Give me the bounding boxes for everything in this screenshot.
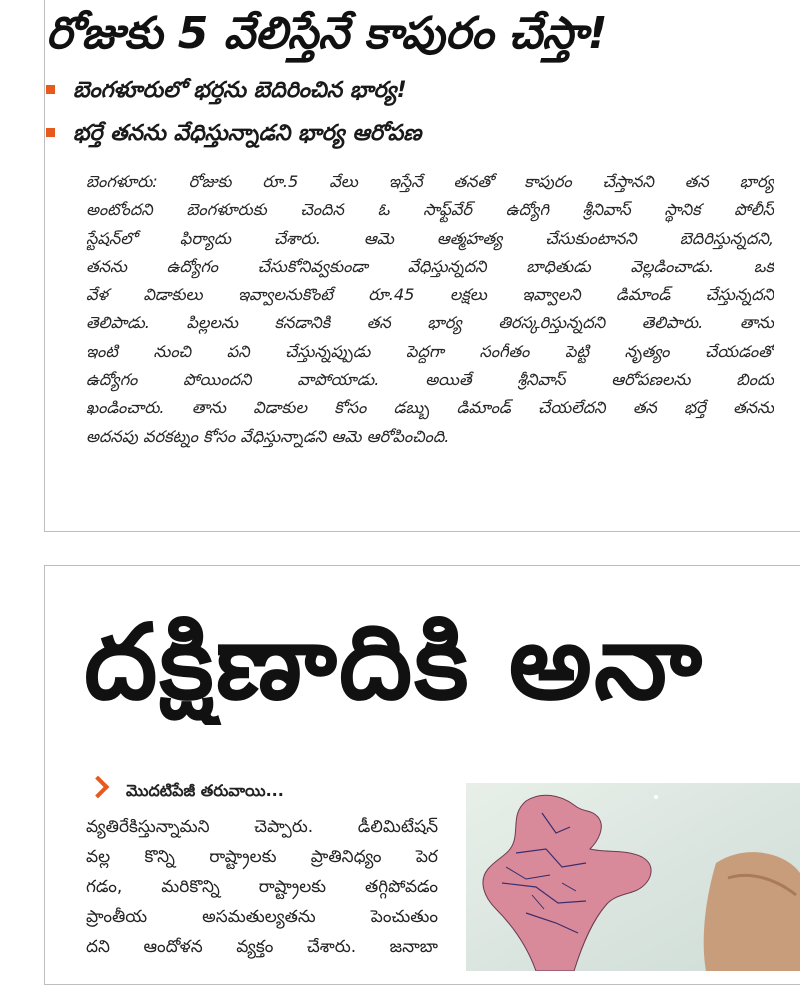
subhead-1-text: బెంగళూరులో భర్తను బెదిరించిన భార్య! [73, 78, 407, 103]
body-line: బెంగళూరు: రోజుకు రూ.5 వేలు ఇస్తేనే తనతో కాపురం చేస్తానని తన భార్య [86, 172, 774, 191]
india-map-illustration [466, 783, 800, 971]
body-line: వ్యతిరేకిస్తున్నామని చెప్పారు. డీలిమిటేషన్ [86, 817, 438, 837]
headline-story-1: రోజుకు 5 వేలిస్తేనే కాపురం చేస్తా! [46, 8, 608, 59]
continued-from-front-page [90, 780, 284, 804]
continued-label: మొదటిపేజీ తరువాయి... [126, 781, 284, 800]
subhead-1 [46, 78, 407, 108]
bullet-icon [46, 85, 55, 94]
headline-story-2: దక్షిణాదికి అనా [84, 601, 705, 723]
bullet-icon [46, 128, 55, 137]
body-line: స్టేషన్‌లో ఫిర్యాదు చేశారు. ఆమె ఆత్మహత్య చేసుకుంటానని బెదిరిస్తున్నదని, [86, 228, 774, 248]
body-line: తెలిపాడు. పిల్లలను కనడానికి తన భార్య తిరస్కరిస్తున్నదని తెలిపారు. తాను [86, 313, 774, 333]
india-map-photo [466, 783, 800, 971]
story-1-body [86, 168, 774, 451]
subhead-2 [46, 121, 421, 151]
story-2-body [86, 812, 438, 962]
body-line: ఇంటి నుంచి పని చేస్తున్నప్పుడు పెద్దగా సంగీతం పెట్టి నృత్యం చేయడంతో [86, 341, 774, 361]
body-line: ఖండించారు. తాను విడాకుల కోసం డబ్బు డిమాండ్ చేయలేదని తన భర్తే తనను [86, 398, 774, 418]
body-line: వేళ విడాకులు ఇవ్వాలనుకొంటే రూ.45 లక్షలు ఇవ్వాలని డిమాండ్ చేస్తున్నదని [86, 285, 774, 305]
body-line: అంటోందని బెంగళూరుకు చెందిన ఓ సాఫ్ట్‌వేర్ ఉద్యోగి శ్రీనివాస్ స్థానిక పోలీస్ [86, 200, 774, 220]
chevron-right-icon [87, 776, 110, 799]
body-line: గడం, మరికొన్ని రాష్ట్రాలకు తగ్గిపోవడం [86, 877, 438, 897]
body-line: దని ఆందోళన వ్యక్తం చేశారు. జనాబా [86, 937, 438, 957]
body-line: అదనపు వరకట్నం కోసం వేధిస్తున్నాడని ఆమె ఆరోపించింది. [86, 426, 450, 446]
body-line: తనను ఉద్యోగం చేసుకోనివ్వకుండా వేధిస్తున్నదని బాధితుడు వెల్లడించాడు. ఒక [86, 256, 774, 276]
subhead-2-text: భర్తే తనను వేధిస్తున్నాడని భార్య ఆరోపణ [73, 121, 422, 146]
body-line: ఉద్యోగం పోయిందని వాపోయాడు. అయితే శ్రీనివాస్ ఆరోపణలను బిందు [86, 370, 774, 390]
body-line: వల్ల కొన్ని రాష్ట్రాలకు ప్రాతినిధ్యం పెర [86, 847, 438, 867]
body-line: ప్రాంతీయ అసమతుల్యతను పెంచుతుం [86, 907, 438, 927]
